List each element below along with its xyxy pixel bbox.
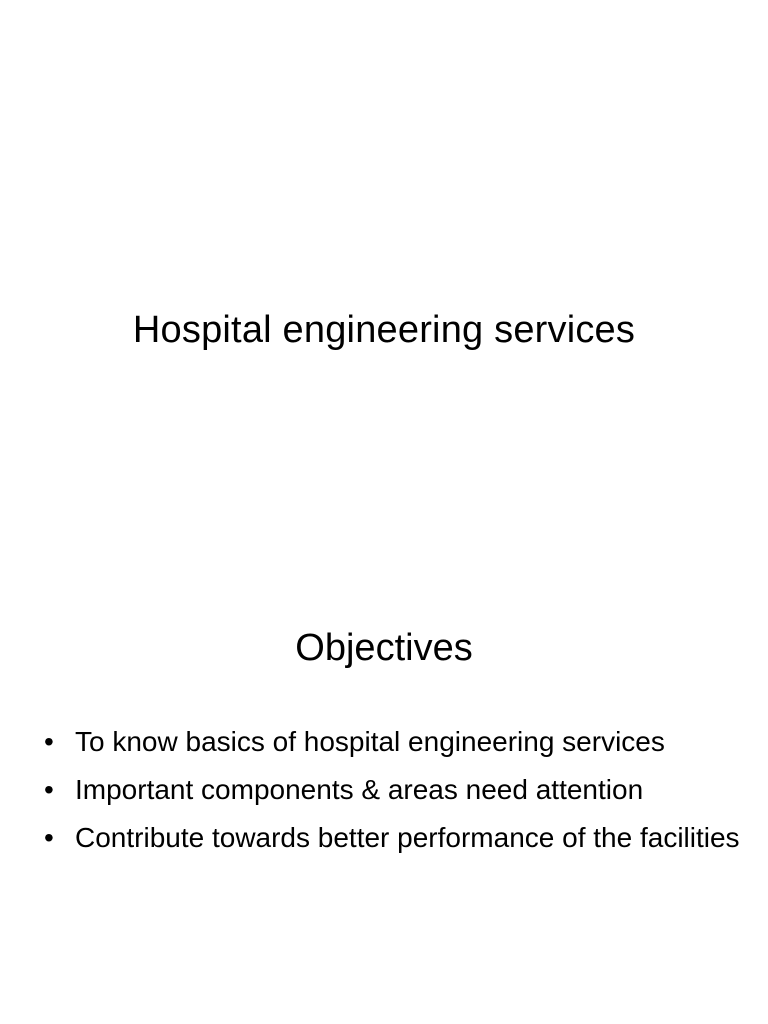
objectives-heading: Objectives bbox=[295, 627, 473, 669]
list-item-text: Important components & areas need attention bbox=[75, 774, 644, 805]
list-item bbox=[44, 721, 744, 762]
list-item bbox=[44, 817, 744, 858]
objectives-list bbox=[44, 721, 744, 865]
bullet-icon: • bbox=[44, 774, 54, 805]
slide-objectives bbox=[0, 576, 768, 1024]
bullet-icon: • bbox=[44, 726, 54, 757]
list-item-text: Contribute towards better performance of the facilities bbox=[75, 822, 740, 853]
bullet-icon: • bbox=[44, 822, 54, 853]
list-item bbox=[44, 769, 744, 810]
list-item-text: To know basics of hospital engineering services bbox=[75, 726, 665, 757]
slide-title-heading: Hospital engineering services bbox=[132, 309, 636, 351]
